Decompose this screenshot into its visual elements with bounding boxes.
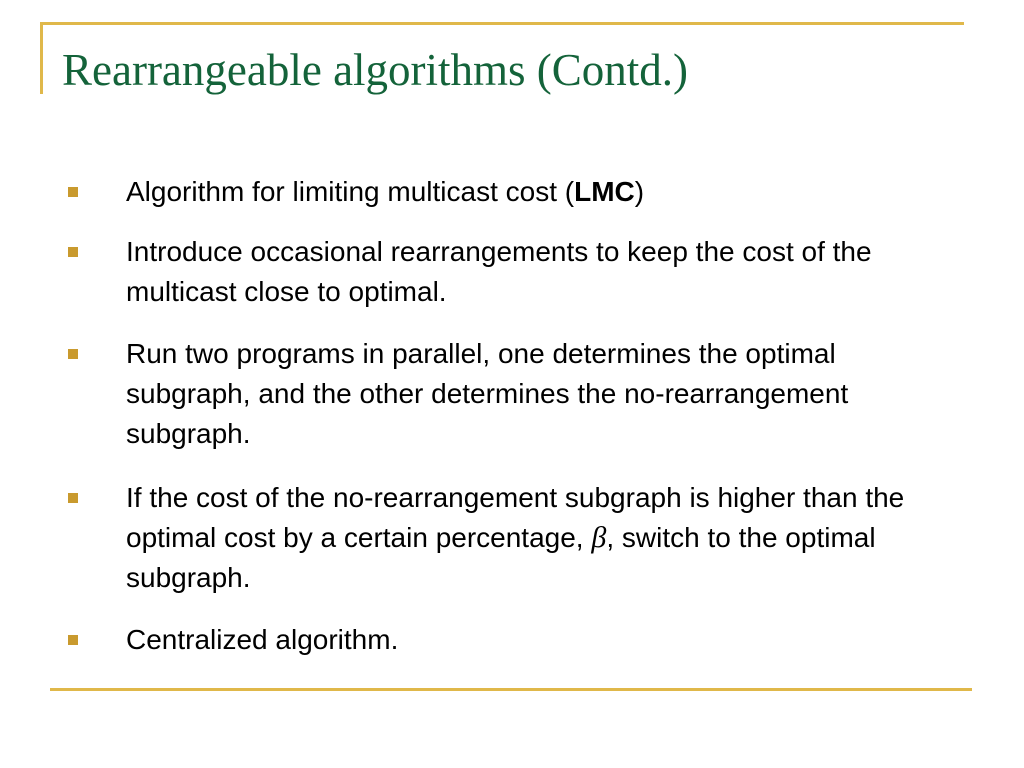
bullet-item-centralized: [126, 620, 966, 660]
bullet-item-lmc: [126, 172, 966, 212]
bullet-item-parallel-programs: [126, 334, 966, 454]
footer-rule: [50, 688, 972, 691]
bullet-text-end: , switch to the optimal subgraph.: [126, 522, 876, 593]
bullet-text-start: Algorithm for limiting multicast cost (: [126, 176, 575, 207]
bullet-item-rearrangements: [126, 232, 966, 312]
bullet-text: Introduce occasional rearrangements to keep the cost of the multicast close to optimal.: [126, 236, 872, 307]
bullet-item-cost-threshold: [126, 478, 966, 598]
square-bullet-icon: [68, 187, 78, 197]
square-bullet-icon: [68, 247, 78, 257]
lmc-acronym: LMC: [574, 176, 635, 207]
square-bullet-icon: [68, 349, 78, 359]
bullet-text-end: ): [634, 176, 645, 207]
bullet-text-start: If the cost of the no-rearrangement subgraph is higher than the optimal cost by a certain percentage,: [126, 482, 905, 553]
bullet-text: Centralized algorithm.: [126, 624, 399, 655]
bullet-text: Run two programs in parallel, one determines the optimal subgraph, and the other determines the no-rearrangement subgraph.: [126, 338, 849, 449]
square-bullet-icon: [68, 635, 78, 645]
slide-title: Rearrangeable algorithms (Contd.): [62, 45, 689, 95]
beta-symbol: β: [591, 521, 607, 554]
square-bullet-icon: [68, 493, 78, 503]
